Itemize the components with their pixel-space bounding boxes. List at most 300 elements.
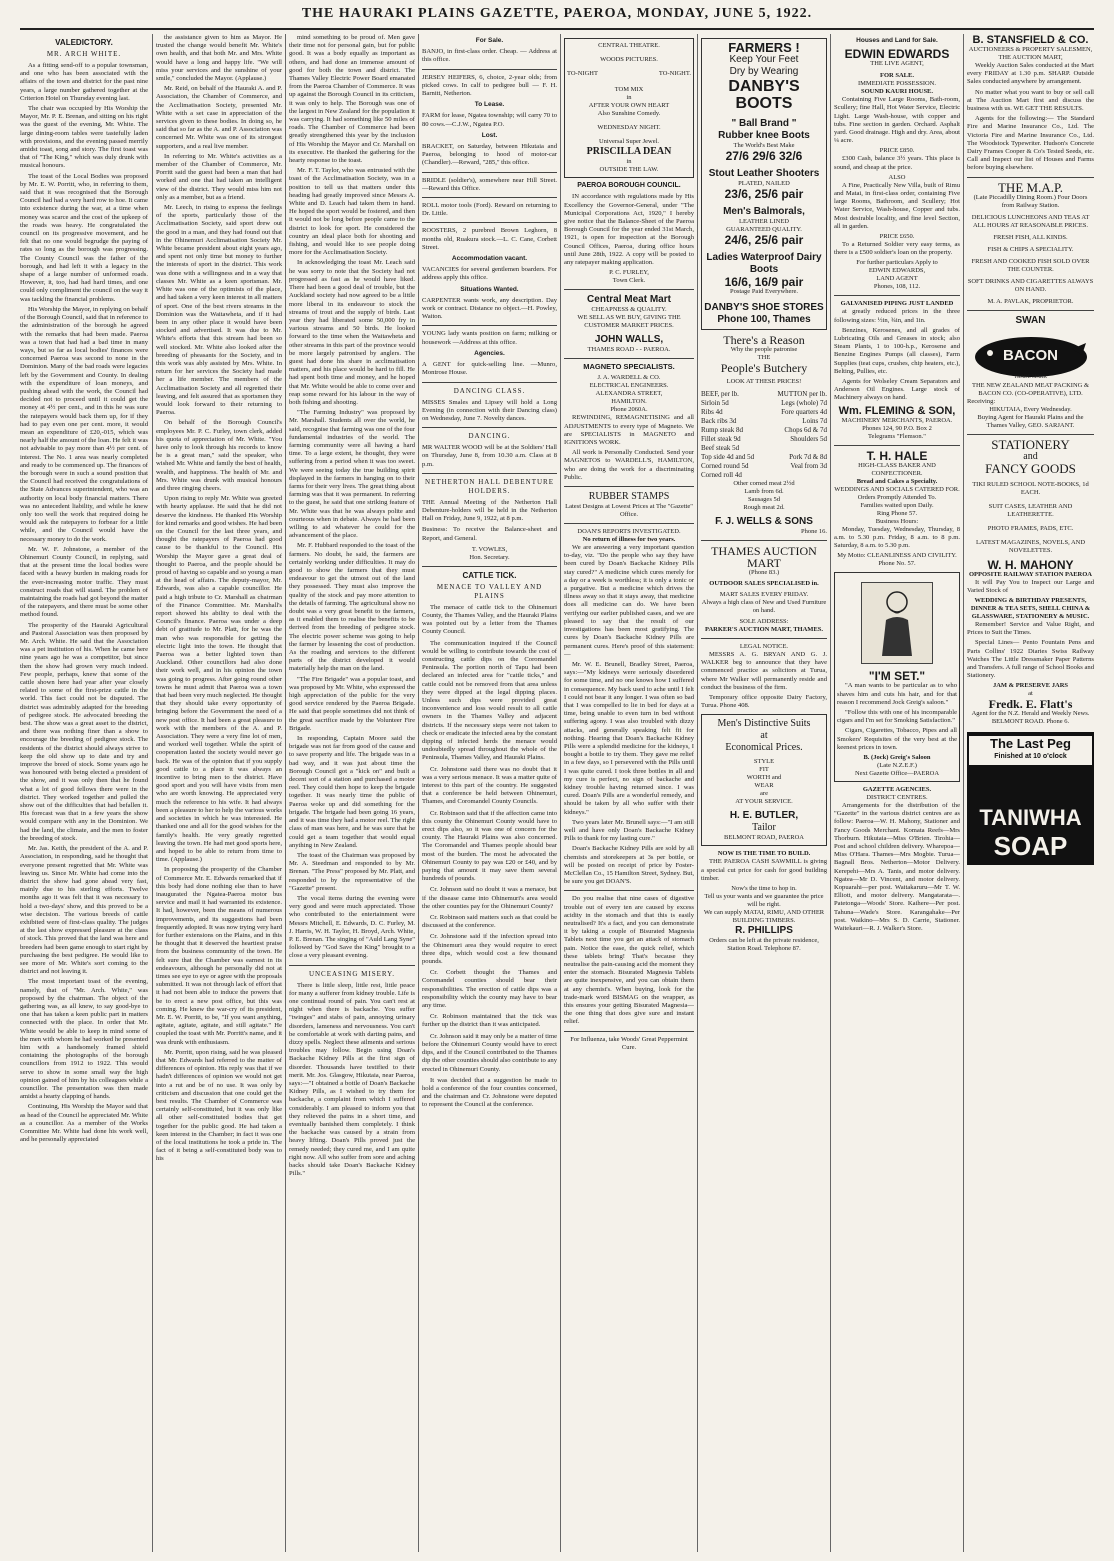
column-theatre-notices	[564, 34, 694, 1552]
divider	[422, 382, 557, 383]
classified-ad: ROOSTERS, 2 purebred Brown Leghorn, 8 months old, Ruakura stock.—L. C. Cane, Corbett Street.	[422, 227, 557, 251]
man-illustration-icon	[861, 582, 933, 664]
price-cell: Shoulders 5d	[790, 435, 827, 443]
article-paragraph: Doan's Backache Kidney Pills are sold by all chemists and storekeepers at 3s per bottle, or will be posted on receipt of price by Foster-McClellan Co., 15 Hamilton Street, Sydney. But, be sure you get DOAN'S.	[564, 845, 694, 886]
ad-line: ALSO	[888, 173, 906, 181]
ad-line: ELECTRICAL ENGINEERS.	[589, 382, 669, 390]
ad-text: REWINDING, REMAGNETISING and all ADJUSTMENTS to every type of Magneto. We are SPECIALISTS in MAGNETO and IGNITIONS WORK.	[564, 414, 694, 447]
article-subheading: MR. ARCH WHITE.	[46, 50, 122, 58]
column-rule	[418, 34, 419, 1552]
ad-line: Dry by Wearing	[729, 66, 799, 77]
ad-price: 24/6, 25/6 pair	[724, 233, 804, 247]
ad-heading: The Last Peg	[969, 736, 1092, 752]
section-label: Situations Wanted.	[460, 285, 519, 293]
man-figure-icon	[872, 588, 922, 658]
ad-heading: FARMERS !	[728, 40, 800, 55]
ad-line: LAND AGENT	[876, 275, 918, 283]
ad-text: To a Returned Soldier very easy terms, as there is a £500 soldier's loan on the property.	[834, 241, 960, 257]
price-cell: MUTTON per lb.	[777, 390, 827, 398]
showtime-label: TO-NIGHT.	[658, 70, 691, 77]
ad-text: Remember! Service and Value Right, and Prices to Suit the Times.	[967, 621, 1094, 637]
article-paragraph: The vocal items during the evening were very good and were much appreciated. Those who contributed to the entertainment were Messrs Mitchell, E. Edwards, D. C. Furley, M. J. Harris, W. H. Taylor, H. Broyd, Arch. White, P. E. Brenan. The singing of "Auld Lang Syne" followed by "God Save the King" brought to a close a very pleasant evening.	[289, 894, 415, 960]
ad-brand: DANBY'S BOOTS	[728, 78, 800, 112]
ad-line: at	[1028, 690, 1033, 698]
divider	[422, 427, 557, 428]
divider	[422, 473, 557, 474]
ad-text: "A man wants to be particular as to who shaves him and cuts his hair, and for that reason I recommend Jock Greig's saloon."	[837, 682, 957, 706]
price-row	[701, 390, 827, 399]
ad-line: FISH & CHIPS A SPECIALITY.	[987, 245, 1074, 253]
film-extra: Also Sunshine Comedy.	[597, 110, 661, 118]
ad-price: 16/6, 16/9 pair	[724, 275, 804, 289]
price-cell: Beef steak 5d	[701, 444, 740, 452]
price-row	[701, 471, 827, 480]
signature-title: Town Clerk.	[612, 277, 646, 285]
ad-name: M. A. PAVLAK, PROPRIETOR.	[987, 297, 1074, 305]
ad-heading: THAMES AUCTION MART	[711, 544, 817, 570]
ad-name: J. A. WARDELL & CO.	[597, 374, 661, 382]
ad-text: Agents for the following:— The Standard Fire and Marine Insurance Co., Ltd. The Victoria Fire and Marine Insurance Co., Ltd. The Woodstock Typewriter. Hudson's Concrete Dairy Frames Cooper & Co's Tested Seeds, etc. Call and Inspect our list of Houses and Farms before buying elsewhere.	[967, 115, 1094, 172]
signature: T. VOWLES,	[471, 545, 508, 553]
article-paragraph: The chair was occupied by His Worship the Mayor, Mr. P. E. Brenan, and sitting on his right was the guest of the evening, Mr. White. The large dining-room tables were tastefully laden with provisions, and the evening passed merrily amidst toast, song and story. The first toast was that of "The King," which was duly drunk with musical honours.	[20, 105, 148, 170]
section-heading: GAZETTE AGENCIES.	[862, 785, 932, 793]
divider	[422, 566, 557, 567]
divider	[422, 172, 557, 173]
price-cell: Legs (whole) 7d	[781, 399, 827, 407]
ad-line: Rubber knee Boots	[718, 130, 810, 141]
ad-name: W. H. MAHONY	[987, 557, 1074, 572]
column-rule	[285, 34, 286, 1552]
column-classifieds	[422, 34, 557, 1552]
section-label: To Lease.	[474, 101, 505, 109]
price-row	[701, 417, 827, 426]
article-paragraph: Two years later Mr. Brunell says:—"I am still well and have only Doan's Backache Kidney Pills to thank for my lasting cure."	[564, 818, 694, 843]
ad-text: Cigars, Cigarettes, Tobacco, Pipes and all Smokers' Requisites of the very best at the keenest prices in town.	[837, 727, 957, 751]
price-cell: BEEF, per lb.	[701, 390, 739, 398]
ad-line: LEATHER LINED	[738, 218, 789, 225]
ad-text: Containing Five Large Rooms, Bath-room, Scullery; fine Hall, Hot Water Service, Electric Light. Large Wash-house, with copper and tubs. Fine section in garden. Orchard. Asphalt yard. Good drainage. High and dry. Area, about ¼ acre.	[834, 96, 960, 145]
ad-heading: STATIONERY	[991, 436, 1070, 452]
ad-heading: GALVANISED PIPING JUST LANDED	[840, 300, 954, 308]
price-cell: Back ribs 3d	[701, 417, 737, 425]
article-paragraph: Mr. Leech, in rising to express the feelings of the sports, particularly those of the Acclimatisation Society, said sport drew out the good in a man, and they had found out that in the Ohinemuri Acclimatisation Society Mr. White became president about eight years ago, and spent not only time but money to further the interests of sport in the district. This work was done with a willingness and in a way that classes Mr. White as a keen sportsman. Mr. White was one of the optimists of the place, and had taken a very keen interest in all matters of sport. One of the best rivers streams in the Dominion was the Waitawheta, and if it had been in any other place it would have been stocked and advertised. It was due to Mr. White's efforts that this stream had been so well stocked. Mr. White also looked after the breeding of pheasants for the Society, and in this work was ably assisted by Mrs. White. In return for her services the Society had made her a life member. The members of the Acclimatisation Society and all regretted their leaving, and felt assured that as sportsmen they would look forward to their returning to Paeroa.	[156, 204, 282, 417]
ad-line: Why the people patronise	[730, 346, 798, 353]
divider	[289, 965, 415, 966]
ad-text: For Influenza, take Woods' Great Peppermint Cure.	[570, 1035, 688, 1051]
ad-line: WORTH and	[746, 774, 782, 782]
classified-ad: BRACKET, on Saturday, between Hikutaia and Paeroa, belonging to hood of motor-car (Chandler).—Reward, "285," this office.	[422, 143, 557, 167]
article-paragraph: In referring to Mr. White's activities as a member of the Chamber of Commerce, Mr. Porritt said the guest had been a man that had worked and one that had taken an intelligent view of the district. They would miss him not only as a member, but as a friend.	[156, 152, 282, 201]
ad-line: are	[760, 790, 768, 798]
price-row	[701, 435, 827, 444]
ad-line: THE AUCTION MART,	[998, 54, 1063, 61]
ad-line: THE	[757, 354, 771, 361]
article-paragraph: Cr. Johnstone said if the infection spread into the Ohinemuri area they would require to erect three dips, which would cost a few thousand pounds.	[422, 933, 557, 966]
price-cell: Chops 6d & 7d	[784, 426, 827, 434]
ad-address: THAMES ROAD - - PAEROA.	[587, 346, 671, 354]
ad-line: FRESH AND COOKED FISH SOLD OVER THE COUNTER.	[971, 257, 1090, 273]
article-paragraph: In proposing the prosperity of the Chamber of Commerce Mr. E. Edwards remarked that if this body had done nothing else than to have inaugurated the Ngatea-Paeroa motor bus service and mail it had warranted its existence. It had, however, been the means of numerous improvements, and its suggestions had been frequently adopted. It was now trying very hard for further extensions on the Plains, and in this he thought that it deserved the heartiest praise from the business community of the town. He felt sure that the Chamber was earnest in its endeavours, although he personally did not at times see eye to eye or agree with the proposals submitted. It was not through lack of effort that it had not been able to induce the powers that be to erect a new post office, but this was coming. He knew the war-cry of its president, Mr. E. W. Porritt, to be, "If you want anything, agitate, agitate, agitate, and still agitate." He coupled the toast with Mr. Porritt's name, and it was drunk with enthusiasm.	[156, 866, 282, 1046]
ad-line: ALEXANDRA STREET,	[595, 390, 663, 398]
price-cell: Sirloin 5d	[701, 399, 729, 407]
ad-line: HAMILTON.	[611, 398, 647, 406]
ad-line: TIKI RULED SCHOOL NOTE-BOOKS, 1d EACH.	[972, 480, 1089, 496]
ad-heading: DANCING.	[468, 432, 511, 441]
ad-heading: MAGNETO SPECIALISTS.	[583, 362, 675, 372]
ad-line: WEDDINGS AND SOCIALS CATERED FOR.	[834, 485, 960, 493]
article-paragraph: the assistance given to him as Mayor. He trusted the change would benefit Mr. White's own health, and that both Mr. and Mrs. White would have a long and happy life. "We will miss your services and the sunshine of your smile," concluded the Mayor. (Applause.)	[156, 34, 282, 83]
ad-line: Finished at 10 o'clock	[969, 753, 1092, 765]
ad-line: Receiving:	[967, 397, 996, 405]
article-paragraph: Mr. F. Hubbard responded to the toast of the farmers. No doubt, he said, the farmers are certainly working under difficulties. It may do good to show the farmers that they must endeavour to get the utmost out of the land they possessed. They must also improve the quality of the stock and pay more attention to the details of farming. The agricultural show no doubt was a very great benefit to the farmers, as it enabled them to realise the benefits to be derived from the breeding of pedigree stock. The electric power scheme was going to help the farmer by lessening the cost of production. As the roading and services to the different parts of the district developed it would materially help the man on the land.	[289, 542, 415, 673]
column-rule	[560, 34, 561, 1552]
divider	[967, 177, 1094, 178]
article-paragraph: Cr. Robinson said matters such as that could be discussed at the conference.	[422, 914, 557, 930]
brand-name: SWAN	[1015, 314, 1046, 326]
classified-ad: THE Annual Meeting of the Netherton Hall Debenture-holders will be held in the Netherton Hall on Friday, June 9, 1922, at 8 p.m.	[422, 498, 557, 523]
ad-line: GUARANTEED QUALITY.	[726, 226, 802, 233]
column-land-machinery	[834, 34, 960, 1552]
ad-line: Tell us your wants and we guarantee the price will be right.	[704, 893, 824, 909]
ad-line: DELICIOUS LUNCHEONS AND TEAS AT ALL HOURS AT REASONABLE PRICES.	[971, 213, 1090, 229]
film-title: OUTSIDE THE LAW.	[599, 166, 659, 174]
ad-line: Business Hours:	[875, 517, 919, 525]
ad-price: PRICE £850.	[879, 147, 915, 155]
price-cell: Loins 7d	[802, 417, 827, 425]
article-paragraph: The communication inquired if the Council would be willing to contribute towards the cost of constructing cattle dips on the Coromandel Peninsula. The portion north of Tapu had been declared an infected area for "cattle ticks," and cattle could not be removed from that area unless they were dipped at the legal dipping places. Unless such dips were provided great inconvenience and loss would result to all cattle owners in the Thames Valley and adjacent districts. If the necessary steps were not taken to check or eradicate the infected area by the constant dipping of infected herds the menace would undoubtedly spread throughout the whole of the Peninsula, Thames Valley, and Hauraki Plains.	[422, 639, 557, 762]
ad-line: The World's Best Make	[733, 142, 795, 149]
ad-line: WEAR	[754, 782, 774, 790]
ad-line: MART SALES EVERY FRIDAY.	[719, 591, 809, 598]
ad-heading: CENTRAL THEATRE.	[598, 42, 660, 49]
ad-phone: Phones 124, 90 P.O. Box 2	[862, 424, 932, 432]
ad-line: FIT	[759, 766, 769, 774]
divider	[967, 310, 1094, 311]
article-paragraph: In acknowledging the toast Mr. Leach said he was sorry to note that the Society had not progressed as fast as he would have liked. There had been a good deal of trouble, but the Auckland society had now agreed to be a little more liberal in its endeavour to stock the streams of trout and the supply of birds. Last year they had liberated some 50,000 fry in various streams and 50 birds. He looked forward to the time when the Waitawheta and other streams in this part of the province would be more largely patronised by anglers. The guest had done his share in acclimatisation matters, and his place would be hard to fill. He had spent both time and money, and he hoped that Mr. White would be able to come over and reap some reward for his labour in the way of both fishing and shooting.	[289, 259, 415, 406]
article-paragraph: On behalf of the Borough Council's employees Mr. P. C. Furley, town clerk, added his quota of appreciation of Mr. White. "You have only to look through his records to know he is a great man," said the speaker, who wished Mr. White and family the best of health, wealth, and happiness. The health of Mr. and Mrs. White was drunk with musical honours and three ringing cheers.	[156, 419, 282, 492]
ad-line: FRESH FISH, ALL KINDS.	[993, 233, 1068, 241]
price-cell: Fore quarters 4d	[781, 408, 827, 416]
column-shops	[967, 34, 1094, 1552]
notice-text: IN accordance with regulations made by His Excellency the Governor-General, under "The Municipal Corporations Act, 1920," I hereby give notice that the Balance-Sheet of the Paeroa Borough Council for the year ended 31st March, 1921, is open for inspection at the Borough Council Offices, Paeroa, during office hours until June 28th, 1922. A copy will be posted to any ratepayer making application.	[564, 193, 694, 267]
film-title: AFTER YOUR OWN HEART	[588, 102, 670, 110]
ad-line: (Late N.Z.E.F.)	[877, 761, 917, 769]
article-paragraph: Upon rising to reply Mr. White was greeted with hearty applause. He said that he did not deserve the kindness. He thanked His Worship for kind remarks and good wishes. He had been on the Council for the last three years, and thought the ratepayers of Paeroa had good cause to be thankful to the Council. His Worship the Mayor gave a great deal of thought to Paeroa, and the people should be proud of having so capable and so young a man at the head of affairs. The deputy-mayor, Mr. Edwards, was also a capable councillor. He paid a high tribute to Cr. Marshall as chairman of the Finance Committee. Mr. Marshall's report showed his ability to deal with the Council's finance. Paeroa was under a deep debt of gratitude to Mr. Platt, for he was the man who was responsible for getting the electric light into the town. He thought that Paeroa was a better lighted town than Auckland. Other councillors had also done their work well, and in his opinion the town was going to progress. After going round other towns he must admit that Paeroa was a town that had been very much neglected. He thought that they should take every opportunity of bringing before the Government the need of a new post office. It had been a great pleasure to work with the members of the A. and P. Association. They were a very fine lot of men, and worked well together. While the spirit of cooperation lasted the society would never go back. He was of the opinion that if you supply good cattle to a place it was always an incentive to bring men to the district. Have good sport and you will have visits from men who are worth knowing. He appreciated very much the reference to his wife. It had always been a pleasure to her to help the various works and societies in which he was interested. He thanked one and all for the good wishes for the family's health. He very greatly regretted leaving the town. He had met good sports here, and hoped to be able to return from time to time. (Applause.)	[156, 495, 282, 864]
ad-text: No matter what you want to buy or sell call at The Auction Mart first and discuss the business with us. WE GET THE RESULTS.	[967, 88, 1094, 113]
ad-heading: Central Meat Mart	[587, 294, 671, 306]
signature-title: Hon. Secretary.	[469, 553, 510, 561]
classified-ad: FARM for lease, Ngatea township; will carry 70 to 80 cows.—C.J.W., Ngatea P.O.	[422, 112, 557, 128]
taniwha-soap-ad	[967, 732, 1094, 864]
column-rule	[963, 34, 964, 1552]
ad-line: SOLE ADDRESS:	[739, 618, 789, 625]
ad-address: BELMONT ROAD, PAEROA	[724, 834, 804, 842]
classified-ad: MISSES Smales and Lipsey will hold a Long Evening (in connection with their Dancing class) on Wednesday, June 7. Novelty dances.	[422, 398, 557, 422]
article-subheading: No return of illness for two years.	[582, 536, 676, 544]
article-paragraph: mind something to be proud of. Men gave their time not for personal gain, but for public good. It was a body equally as important as others, and had done an immense amount of good for both the town and district. The Thames Valley Electric Power Board emanated from the Paeroa Chamber of Commerce. It was up against the Borough Council in its criticism, it was only to help. The Borough was one of the largest in New Zealand for the population it was carrying. It had something like 50 miles of roads. The Chamber of Commerce had been greatly strengthened this year by the inclusion of His Worship the Mayor and Cr. Marshall on its executive. He thanked the gathering for the hearty response to the toast.	[289, 34, 415, 165]
article-paragraph: Mr. Jas. Keith, the president of the A. and P. Association, in responding, said he thought that everyone present regretted that Mr. White was leaving us. Since Mr. White had come into the district the show had gone ahead very fast, mainly due to his sterling efforts. Twelve months ago it was felt that it was necessary to hold a two-days' show, and this proved to be a wise decision. The various breeds of cattle exhibited were of first-class quality. The judges at the last show expressed pleasure at the class of stock. This proved that the land was here and breeders had been game enough to start right by purchasing the best pedigree. He would like to see more of Mr. White's sort coming to the district and not leaving it.	[20, 845, 148, 976]
ad-line: OPPOSITE RAILWAY STATION PAEROA	[969, 570, 1092, 578]
ad-name: B. STANSFIELD & CO.	[972, 34, 1089, 46]
ad-line: Now's the time to hop in.	[731, 885, 797, 893]
ad-line: THE LIVE AGENT,	[870, 60, 924, 68]
divider	[564, 289, 694, 290]
article-subheading: MENACE TO VALLEY AND PLAINS	[436, 582, 543, 600]
article-paragraph: The prosperity of the Hauraki Agricultural and Pastoral Association was then proposed by Mr. Arch. White. He said that the Association was a pet institution of his. When he came here nine years ago he was a competitor, but since then the show had grown very much indeed. Few people, perhaps, knew that some of the cattle shown here had year after year closely related to some of the first-prize cattle in the world. This fact could not be disputed. The district was admirably adapted for the breeding of pedigree stock. He advocated breeding the best. The show was a great asset to the district, and there was nothing finer than a show to encourage the breeding of pedigree stock. The residents of the district should always strive to keep the old show up to date and try and improve the breed of stock. Some years ago he was honoured with being elected a president of the show, and it was only then that he found what a lot of good fellows there were in the district. They worked together and pulled the show out of the difficulties that had befallen it. His forecast was that in a few years the show would compare with any in the Dominion. We had the land, the climate, and the men to foster the breeding of stock.	[20, 621, 148, 842]
trade-mark: TRADE MARK	[1014, 374, 1047, 380]
film-label: Universal Super Jewel.	[598, 138, 660, 146]
article-paragraph: Mr. W. E. Brunell, Bradley Street, Paeroa, says:—"My kidneys were seriously disordered for some time, and no one knows how I suffered in consequence. My back used to ache until I felt I could not bear it any longer. I was often so bad that I was compelled to lie in bed for days at a time, being unable to even turn in bed without suffering agony. I was also troubled with dizzy attacks, and generally speaking felt fit for nothing. Hearing that Doan's Backache Kidney Pills were a splendid medicine for the kidneys, I bought a bottle to try them. They gave me relief in a few days, so I persevered with the Pills until I was quite cured. I took three bottles in all and my cure is perfect, no sign of backache and kidney trouble having returned since. I was cured. Doan's Pills are a wonderful remedy, and should be taken by all who suffer with their kidneys."	[564, 660, 694, 816]
article-paragraph: We are answering a very important question to-day, viz. "Do the people who say they have been cured by Doan's Backache Kidney Pills stay cured?" A medicine which cures merely for a day or a week is worthless; it is only a tonic or a purgative. But a medicine which drives the illness away so that it stays away, that medicine does all medicine can do. We have been verifying our earlier published cases, and we are pleased to say that the result of our investigations has been most gratifying. The cures by Doan's Backache Kidney Pills are permanent cures. Here's proof of this statement:—	[564, 544, 694, 658]
classified-ad: BANJO, in first-class order. Cheap. — Address at this office.	[422, 48, 557, 64]
divider	[422, 325, 557, 326]
signature: P. C. FURLEY,	[609, 269, 649, 277]
ad-line: Tailor	[752, 822, 776, 834]
divider	[422, 197, 557, 198]
ad-line: SOFT DRINKS AND CIGARETTES ALWAYS ON HAND.	[967, 277, 1094, 293]
ad-line: Agent for the N.Z. Herald and Weekly News. BELMONT ROAD. Phone 6.	[971, 710, 1090, 726]
ad-line: PHOTO FRAMES, PADS, ETC.	[987, 524, 1074, 532]
ad-line: Postage Paid Everywhere.	[729, 288, 799, 295]
masthead: THE HAURAKI PLAINS GAZETTE, PAEROA, MONDAY, JUNE 5, 1922.	[20, 6, 1094, 30]
divider	[422, 69, 557, 70]
ad-line: Orders Promptly Attended To.	[857, 493, 937, 501]
ad-line: JAM & PRESERVE JARS	[992, 682, 1069, 690]
ad-heading: There's a Reason	[723, 333, 805, 347]
classified-ad: VACANCIES for several gentlemen boarders. For address apply this office.	[422, 266, 557, 282]
ad-name: THE M.A.P.	[997, 179, 1063, 195]
ad-heading: RUBBER STAMPS	[588, 491, 670, 503]
ad-phone: (Phone 83.)	[748, 569, 780, 576]
ad-line: Keep Your Feet	[729, 54, 799, 65]
divider	[834, 295, 960, 296]
ad-name: EDWIN EDWARDS	[844, 47, 950, 62]
divider	[564, 358, 694, 359]
ad-brand: People's Butchery	[720, 361, 808, 375]
ad-line: IMMEDIATE POSSESSION.	[857, 80, 936, 88]
ad-phone: Phone 100, Thames	[717, 314, 811, 325]
column-valedictory-end	[289, 34, 415, 1552]
ad-heading: "I'M SET."	[868, 669, 926, 684]
section-subheading: DISTRICT CENTRES.	[866, 793, 928, 801]
ad-price: 27/6 29/6 32/6	[725, 149, 803, 163]
ad-line: Buying Agent for Hauraki Plains and the Thames Valley, GEO. SARJANT.	[977, 413, 1084, 429]
column-rule	[152, 34, 153, 1552]
showtimes	[567, 70, 691, 78]
price-row	[701, 426, 827, 435]
ad-line: at	[760, 730, 768, 742]
price-cell: Corned roll 4d	[701, 471, 742, 479]
section-label: Lost.	[481, 131, 498, 139]
column-valedictory	[20, 34, 148, 1552]
article-paragraph: Mr. Porritt, upon rising, said he was pleased that Mr. Edwards had referred to the matter of differences of opinion. His reply was that if we hadn't differences of opinion we would not get into a rut and be of no use. It was only by criticism and discussion that one could get the best results. The Chamber of Commerce was certainly self-constituted, but it was only like all other self-constituted bodies that get together for the public good. He had taken a keen interest in the Chamber; in fact it was one of the local institutions he took a pride in. The fact of it being a self-constituted body was to his	[156, 1048, 282, 1163]
ad-line: THE NEW ZEALAND MEAT PACKING & BACON CO. (CO-OPERATIVE), LTD.	[971, 381, 1090, 397]
ad-text: THE PAEROA CASH SAWMILL is giving a special cut price for cash for good building timber.	[701, 858, 827, 882]
ad-text: Agents for Wolseley Cream Separators and Anderson Oil Engines. Large stock of Machinery always on hand.	[834, 378, 960, 402]
article-paragraph: Cr. Johnstone said there was no doubt that it was a very serious menace. It was a matter quite of interest to this part of the country. He suggested that a conference be held between Ohinemuri, Thames, and Coromandel County Councils.	[422, 765, 557, 806]
article-paragraph: Cr. Johnson said no doubt it was a menace, but if the disease came into Ohinemuri's area would the other counties pay for the Ohinemuri County?	[422, 886, 557, 910]
ad-phone: Ring Phone 57.	[876, 509, 918, 517]
ad-text: £300 Cash, balance 3½ years. This place is sound, and cheap at the price.	[834, 155, 960, 171]
ad-name: T. H. HALE	[866, 448, 928, 463]
ad-price: 23/6, 25/6 pair	[724, 187, 804, 201]
price-row	[701, 462, 827, 471]
price-cell: Fillet steak 9d	[701, 435, 741, 443]
ad-name: EDWIN EDWARDS,	[868, 267, 926, 275]
danby-ad	[701, 38, 827, 330]
section-label: Houses and Land for Sale.	[856, 37, 938, 44]
article-paragraph: As a fitting send-off to a popular townsman, and one who has been associated with the affairs of the town and district for the past nine years, a large number gathered together at the Criterion Hotel on Thursday evening last.	[20, 62, 148, 102]
ad-line: WEDDING & BIRTHDAY PRESENTS, DINNER & TEA SETS, SHELL CHINA & GLASSWARE, STATIONERY & MUSIC.	[970, 597, 1091, 621]
ad-line: PLATED, NAILED	[738, 180, 790, 187]
ad-brand: SOAP	[993, 830, 1068, 861]
film-in: in	[626, 94, 632, 102]
ad-line: LOOK AT THESE PRICES!	[726, 378, 802, 385]
price-item: Rough meat 2d.	[743, 504, 785, 511]
article-paragraph: His Worship the Mayor, in replying on behalf of the Borough Council, said that in reference to the administration of the borough he agreed with the remarks that had been made. Paeroa was a town that had had a bad time in many ways, but so far as local bodies' finances were concerned Paeroa was second to none in the Dominion. Many of the bad roads were legacies left by the Government and County. In dealing with the expenditure of loan moneys, and pushing ahead with the work, the Council had decided not to proceed until it could get the money at 4½ per cent., and in this he was sure the ratepayers would back them up, for if they had to pay even one per cent. more, it would mean an expenditure of £20,-015, which was nearly half the amount of the loan. He felt it was not advisable to pay more than 4½ per cent. of interest. The No. 1 area was nearly completed and ready to be commenced up. The finances of the borough were in such a sound position that the Council had received the congratulations of the State Advances superintendent, who was an authority on local body financial matters. There was no antecedent liability, and while he knew only too well the work that required doing he would ask the ratepayers to forbear for a little while, and the Council would have the necessary money to do the work.	[20, 305, 148, 543]
ad-line: SOUND KAURI HOUSE.	[860, 88, 934, 96]
ad-text: All work is Personally Conducted. Send your MAGNETOS to WARDELL'S, HAMILTON, who are doing the work for a discriminating Public.	[564, 449, 694, 481]
film-star: TOM MIX	[614, 86, 644, 94]
ad-phone: Phones, 108, 112.	[873, 283, 921, 291]
section-label: Accommodation vacant.	[451, 255, 528, 263]
price-row	[701, 399, 827, 408]
price-cell: Corned round 5d	[701, 462, 749, 470]
ad-price: PRICE £650.	[879, 233, 915, 241]
ad-name: Fredk. E. Flatt's	[988, 697, 1073, 712]
price-cell: Veal from 3d	[790, 462, 827, 470]
ad-text: There is little sleep, little rest, little peace for many a sufferer from kidney trouble. Life is one continual round of pain. You can't rest at night when there is backache. You suffer "twinges" and stabs of pain, annoying urinary disorders, lameness and nervousness. You can't be comfortable at work with darting pains, and dizzy spells. Neglect these ailments and serious troubles may follow. Begin using Doan's Backache Kidney Pills at the first sign of disorder. Thousands have testified to their merit. Mr. Jos. Glasgow, Hikutaia, near Paeroa, says:—"I obtained a bottle of Doan's Backache Kidney Pills, as I wished to try them for backache, a complaint from which I suffered considerably. I am pleased to inform you that they relieved the pains in a short time, and eventually banished them completely. I think the backache was caused by a strain from heavy lifting. Doan's Pills proved just the remedy needed; they cured me, and I am quite right now. All who suffer from sore and aching backs should take Doan's Backache Kidney Pills."	[289, 981, 415, 1178]
classified-ad: ROLL motor tools (Ford). Reward on returning to Dr. Little.	[422, 202, 557, 218]
article-paragraph: "The Fire Brigade" was a popular toast, and was proposed by Mr. White, who expressed the high appreciation of the public for the very good service rendered by the Paeroa Brigade. He said that people sometimes did not think of the great sacrifice made by the Volunteer Fire Brigade.	[289, 675, 415, 732]
article-paragraph: Cr. Robinson maintained that the tick was further up the district than it was anticipated.	[422, 1013, 557, 1029]
ad-name: JOHN WALLS,	[594, 334, 664, 346]
ad-line: PARKER'S AUCTION MART, THAMES.	[704, 626, 824, 633]
classified-ad: A GENT for quick-selling line. —Munro, Montrose House.	[422, 361, 557, 377]
ad-line: For further particulars Apply to	[856, 259, 938, 267]
divider	[422, 222, 557, 223]
ad-text: "Follow this with one of his incomparable cigars and I'm set for Smoking Satisfaction."	[837, 708, 957, 725]
divider	[701, 540, 827, 541]
ad-name: F. J. WELLS & SONS	[715, 516, 813, 527]
ad-line: LATEST MAGAZINES, NOVELS, AND NOVELETTES.	[975, 538, 1086, 554]
ad-line: Orders can be left at the private residence, Station Road. Telephone 87.	[709, 937, 819, 953]
column-rule	[830, 34, 831, 1552]
column-boots-butchery	[701, 34, 827, 1552]
ad-line: CHEAPNESS & QUALITY.	[591, 306, 667, 314]
ad-line: Economical Prices.	[725, 742, 803, 754]
ad-text: Monday, Tuesday, Wednesday, Thursday, 8 a.m. to 5.30 p.m. Friday, 8 a.m. to 8 p.m. Saturday, 8 a.m. to 5.30 p.m.	[834, 525, 960, 550]
article-paragraph: The toast of the Local Bodies was proposed by Mr. E. W. Porritt, who, in referring to them, said that it was recognised that the Borough Council had had a very hard row to hoe. It came into existence during the war, at a time when money was scarce and the cost of the upkeep of the roads was heavy. He congratulated the council on its progressive movement, and he felt that no one would begrudge the paying of rates so long as the borough was progressing. The County Council was the father of the borough, and had left it with a legacy in the shape of a large number of unformed roads. However, it, too, had had hard times, and one could only compliment the council on the way it was tackling the financial problems.	[20, 172, 148, 303]
divider	[564, 486, 694, 487]
notice-text: MESSRS A. G. BRYAN AND G. J. WALKER beg to announce that they have commenced practice as solicitors at Turua, where Mr Walker will permanently reside and conduct the business of the firm.	[701, 651, 827, 691]
classified-ad: YOUNG lady wants position on farm; milking or housework —Address at this office.	[422, 330, 557, 346]
classified-ad: CARPENTER wants work, any description. Day work or contract. Distance no object.—H. Powley, Waiton.	[422, 296, 557, 321]
price-item: Lamb from 6d.	[744, 488, 784, 495]
article-paragraph: Continuing, His Worship the Mayor said that as head of the Council he appreciated Mr. White as a councillor. As a member of the Works Committee Mr. White had done his work well, and he personally appreciated	[20, 1103, 148, 1144]
ad-line: MACHINERY MERCHANTS, PAEROA.	[841, 416, 953, 424]
ad-line: AT YOUR SERVICE.	[735, 798, 793, 806]
price-row	[701, 408, 827, 417]
notice-text: Temporary office opposite Dairy Factory, Turua. Phone 408.	[701, 694, 827, 710]
ad-line: Ladies Waterproof Dairy Boots	[706, 252, 822, 275]
ad-text: Latest Designs at Lowest Prices at The "Gazette" Office.	[565, 503, 693, 519]
ad-line: HIGH-CLASS BAKER AND CONFECTIONER.	[858, 461, 936, 477]
ad-text: at greatly reduced prices in the three following sizes: ½in, ¾in, and 1in.	[834, 308, 960, 324]
article-heading: VALEDICTORY.	[55, 38, 113, 47]
ad-line: WE SELL AS WE BUY, GIVING THE CUSTOMER MARKET PRICES.	[577, 314, 681, 330]
ad-address: Next Gazette Office—PAEROA	[854, 769, 940, 777]
ad-name: R. PHILLIPS	[735, 925, 793, 937]
brand-wordmark: BACON	[1003, 346, 1058, 364]
notice-heading: LEGAL NOTICE.	[739, 643, 789, 650]
ad-line: FOR SALE.	[880, 72, 914, 80]
ad-line: Stout Leather Shooters	[708, 168, 820, 179]
column-rule	[697, 34, 698, 1552]
divider	[564, 1031, 694, 1032]
ad-name: Wm. FLEMING & SON,	[838, 404, 956, 417]
price-row	[701, 453, 827, 462]
article-paragraph: The toast of the Chairman was proposed by Mr. A. Steedman and responded to by Mr. Brenan. "The Press" proposed by Mr. Platt, and responded to by the representative of the "Gazette" present.	[289, 851, 415, 892]
article-heading: CATTLE TICK.	[462, 570, 517, 580]
notice-heading: PAEROA BOROUGH COUNCIL.	[577, 182, 681, 190]
ad-text: A Fine, Practically New Villa, built of Rimu and Matai, in first-class order, containing Five large Rooms, Bathroom, and Scullery; Hot Water Service, Wash-house, Copper and tubs. Most desirable locality, and fine level Section, all in garden.	[834, 181, 960, 230]
article-paragraph: "The Farming Industry" was proposed by Mr. Marshall. Students all over the world, he said, recognise that farming was one of the four fundamental industries of the world. The farming community were all having a hard time. To a large extent, he thought, they were suffering from a period when it was too sweet. We were seeing today the true building spirit displayed in the farmers in hanging on to their farms for their very lives. The great thing about farming was that it was permanent. In referring to the guest, he said that one striking feature of Mr. White was that he was always polite and courteous when in debate. Always he had been willing to aid whatever he could for the advancement of the place.	[289, 409, 415, 540]
ad-text: Benzines, Kerosenes, and all grades of Lubricating Oils and Greases in stock; also Steam Plants, 1 to 100-h.p., Kerosene and Benzine Engines Pumps (all classes), Farm Supplies (teat cups, crushes, chip heaters, etc.), Belting, Pullies, etc.	[834, 326, 960, 375]
ad-line: Always a high class of New and Used Furniture on hand.	[701, 599, 827, 614]
classified-ad: MR WALTER WOOD will be at the Soldiers' Hall on Thursday, June 8, from 10.30 a.m. Class at 8 p.m.	[422, 444, 557, 468]
ad-heading: NOW IS THE TIME TO BUILD.	[717, 850, 811, 858]
theatre-ad	[564, 38, 694, 178]
ad-line: " Ball Brand "	[731, 118, 797, 129]
ad-phone: Phone 2060A.	[610, 406, 648, 414]
price-item: Other corned meat 2½d	[733, 480, 795, 487]
ad-heading: NETHERTON HALL DEBENTURE HOLDERS.	[425, 477, 554, 495]
section-label: Agencies.	[474, 349, 505, 357]
ad-heading: DANCING CLASS.	[453, 386, 526, 395]
ad-line: Telegrams "Flemson."	[868, 432, 926, 440]
divider	[564, 890, 694, 891]
film-star: PRISCILLA DEAN	[586, 146, 672, 158]
ad-subheading: WOODS PICTURES.	[600, 56, 658, 63]
film-day: WEDNESDAY NIGHT.	[597, 124, 661, 132]
film-in: in	[626, 158, 632, 166]
price-list	[701, 390, 827, 480]
ad-line: HIKUTAIA, Every Wednesday.	[989, 405, 1072, 413]
divider	[701, 638, 827, 639]
ad-heading: UNCEASING MISERY.	[308, 969, 396, 978]
price-row	[701, 444, 827, 453]
price-cell: Ribs 4d	[701, 408, 723, 416]
ad-brand: TANIWHA	[979, 804, 1082, 830]
section-label: For Sale.	[475, 37, 504, 44]
price-cell: Top side 4d and 5d	[701, 453, 755, 461]
ad-name: B. (Jock) Greig's Saloon	[863, 753, 931, 761]
showtime-label: TO-NIGHT	[567, 70, 598, 77]
article-paragraph: Cr. Johnson said it may only be a matter of time before the Ohinemuri County would have to erect dips, and if the Council contributed to the Thames dip the other counties should also contribute to any erected in Ohinemuri County.	[422, 1032, 557, 1073]
ad-text: Special Lines— Pento Fountain Pens and Parts Collins' 1922 Diaries Swiss Railway Watches The Little Dressmaker Paper Patterns and Transfers. A full range of School Books and Stationery.	[967, 639, 1094, 680]
ad-line: AUCTIONEERS & PROPERTY SALESMEN,	[968, 46, 1093, 53]
article-paragraph: Mr. W. F. Johnstone, a member of the Ohinemuri County Council, in replying, said that at the present time the local bodies were faced with a heavy burden in making roads for the ever-increasing motor traffic. They must construct roads that will stand. The problem of maintaining the roads had got beyond the matter of the ratepayers, and there must be some other method found.	[20, 545, 148, 619]
article-paragraph: It was decided that a suggestion be made to hold a conference of the four counties concerned, and the chairman and Cr. Johnstone were deputed to represent the Council at the conference.	[422, 1076, 557, 1109]
article-heading: DOAN'S REPORTS INVESTIGATED.	[577, 528, 681, 536]
article-paragraph: The menace of cattle tick to the Ohinemuri County, the Thames Valley, and the Hauraki Plains was pointed out by a letter from the Thames County Council.	[422, 603, 557, 636]
divider	[834, 445, 960, 446]
ad-line: (Late Piccadilly Dining Room.) Four Doors from Railway Station.	[973, 193, 1088, 209]
ad-line: Men's Balmorals,	[723, 206, 805, 217]
article-paragraph: Mr. F. T. Taylor, who was entrusted with the toast of the Acclimatisation Society, was in a position to tell us that matters under this heading had greatly improved since Messrs A. White and D. Leach had taken them in hand. He hoped the sport would be fostered, and then it would not be long before people came to the district to look for sport. He considered the country an ideal place both for shooting and fishing, and would like to see people doing more for the Acclimatisation Society.	[289, 167, 415, 257]
article-paragraph: In responding, Captain Moore said the brigade was not far from good of the cause and to save property and life. The brigade was in a bad way, and it was just about time the Borough Council got a "kick on" and built a decent sort of a station and purchased a motor reel. They could then hope to keep the brigade together. It was nearly time the public of Paeroa woke up and did something for the brigade. The brigade had been going 16 years, and it was time they had a motor reel. The right class of man was here, and he was sure that he could get a team together that would equal anything in New Zealand.	[289, 735, 415, 849]
